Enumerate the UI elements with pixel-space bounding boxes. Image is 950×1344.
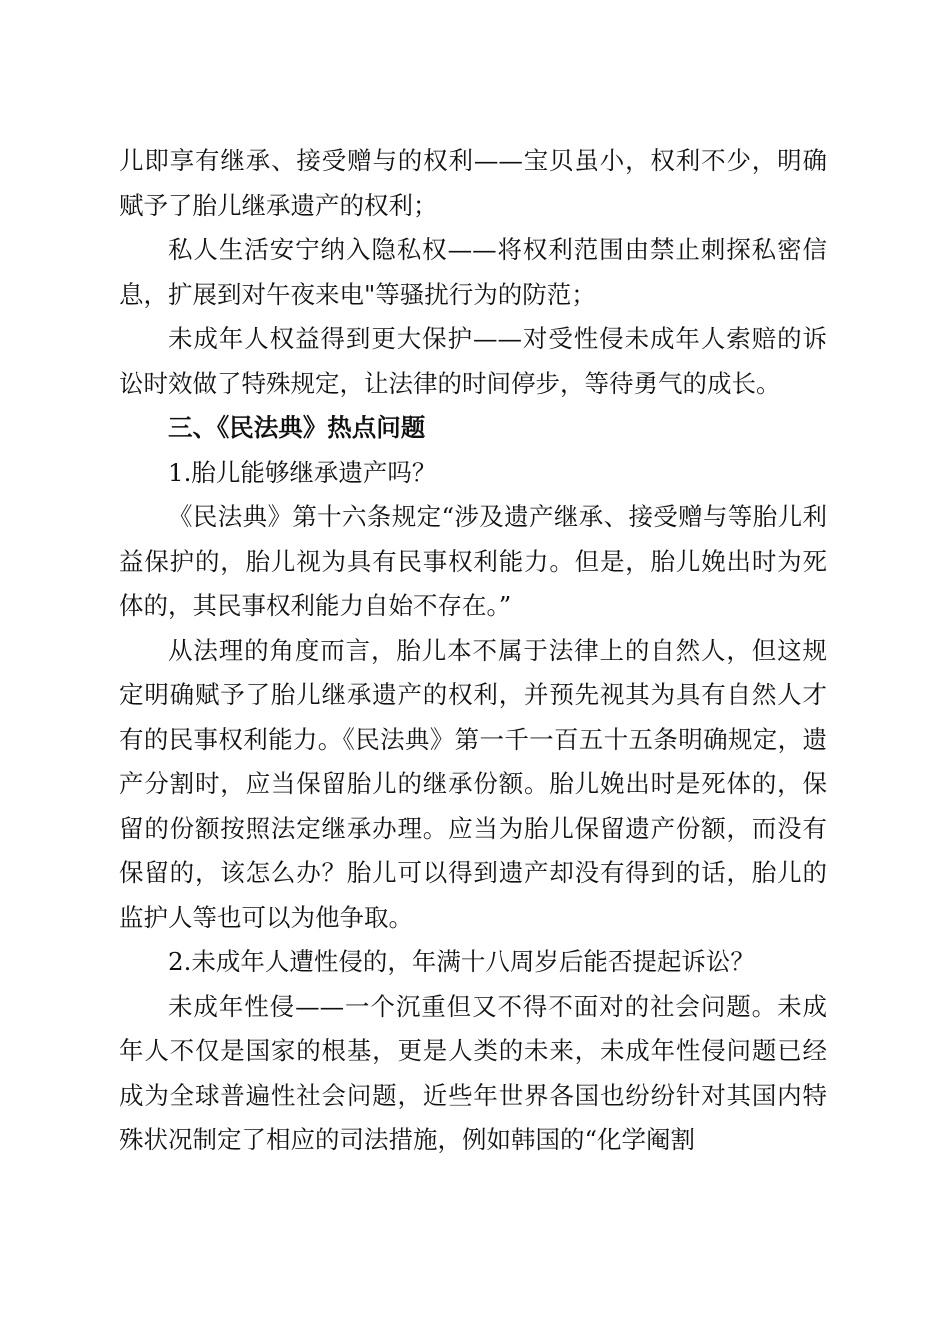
paragraph-privacy: 私人生活安宁纳入隐私权——将权利范围由禁止刺探私密信息，扩展到对午夜来电"等骚扰行为的防范；: [119, 235, 827, 309]
question-1: 1.胎儿能够继承遗产吗？: [168, 457, 437, 487]
paragraph-minor-assault: 未成年性侵——一个沉重但又不得不面对的社会问题。未成年人不仅是国家的根基，更是人类的未来，未成年性侵问题已经成为全球普遍性社会问题，近些年世界各国也纷纷针对其国内特殊状况制定了相应的司法措施，例如韩国的“化学阉割: [119, 991, 827, 1154]
paragraph-legal-theory: 从法理的角度而言，胎儿本不属于法律上的自然人，但这规定明确赋予了胎儿继承遗产的权利，并预先视其为具有自然人才有的民事权利能力。《民法典》第一千一百五十五条明确规定，遗产分割时，应当保留胎儿的继承份额。胎儿娩出时是死体的，保留的份额按照法定继承办理。应当为胎儿保留遗产份额，而没有保留的，该怎么办？胎儿可以得到遗产却没有得到的话，胎儿的监护人等也可以为他争取。: [119, 635, 827, 932]
paragraph-minor-protection: 未成年人权益得到更大保护——对受性侵未成年人索赔的诉讼时效做了特殊规定，让法律的时间停步，等待勇气的成长。: [119, 324, 827, 398]
section-heading: 三、《民法典》热点问题: [168, 413, 426, 442]
document-body: [119, 139, 827, 1163]
paragraph-article-16: 《民法典》第十六条规定“涉及遗产继承、接受赠与等胎儿利益保护的，胎儿视为具有民事权利能力。但是，胎儿娩出时为死体的，其民事权利能力自始不存在。”: [119, 502, 827, 620]
question-2: 2.未成年人遭性侵的，年满十八周岁后能否提起诉讼？: [168, 947, 755, 976]
paragraph-continuation: 儿即享有继承、接受赠与的权利——宝贝虽小，权利不少，明确赋予了胎儿继承遗产的权利；: [119, 146, 827, 220]
